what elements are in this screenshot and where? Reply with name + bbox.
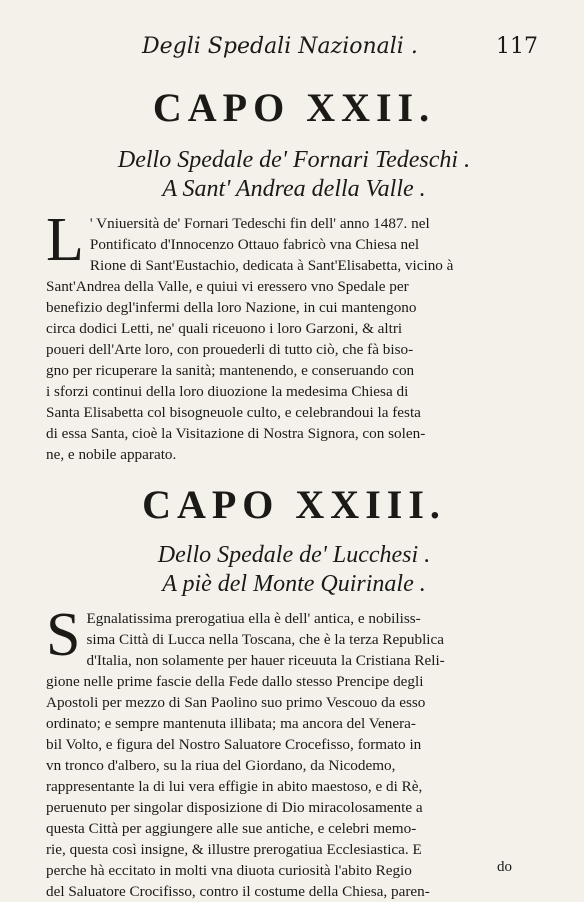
text-line: poueri dell'Arte loro, con prouederli di tutto ciò, che fà biso- — [46, 341, 414, 358]
text-line: bil Volto, e figura del Nostro Saluatore Crocefisso, formato in — [46, 736, 422, 753]
chapter-xxiii-subtitle-2: A piè del Monte Quirinale . — [162, 571, 426, 597]
chapter-xxiii-paragraph — [46, 601, 542, 902]
text-line: ' Vniuersità de' Fornari Tedeschi fin dell' anno 1487. nel — [89, 215, 430, 232]
text-line: vn tronco d'albero, su la riua del Giordano, da Nicodemo, — [46, 757, 396, 774]
book-page — [46, 28, 542, 900]
running-head — [46, 28, 542, 62]
chapter-xxii-paragraph — [46, 206, 542, 465]
text-line: di essa Santa, cioè la Visitazione di Nostra Signora, con solen- — [46, 425, 426, 442]
catchword: do — [497, 859, 512, 875]
text-line: del Saluatore Crocifisso, contro il costume della Chiesa, paren- — [46, 883, 430, 900]
chapter-xxiii-heading: CAPO XXIII. — [142, 482, 446, 527]
text-line: Apostoli per mezzo di San Paolino suo primo Vescouo da esso — [46, 694, 426, 711]
text-line: questa Città per aggiungere alle sue antiche, e celebri memo- — [46, 820, 417, 837]
page-number: 117 — [496, 34, 538, 59]
text-line: rie, questa così insigne, & illustre prerogatiua Ecclesiastica. E — [46, 841, 422, 858]
dropcap-s: S — [46, 601, 81, 669]
text-line: Sant'Andrea della Valle, e quiui vi eressero vno Spedale per — [46, 278, 409, 295]
text-line: gno per ricuperare la sanità; mantenendo, e conseruando con — [46, 362, 415, 379]
text-line: sima Città di Lucca nella Toscana, che è la terza Republica — [86, 631, 444, 648]
text-line: gione nelle prime fascie della Fede dallo stesso Prencipe degli — [46, 673, 424, 690]
chapter-xxii-heading: CAPO XXII. — [152, 85, 436, 130]
text-line: perche hà eccitato in molti vna diuota curiosità l'abito Regio — [46, 862, 412, 879]
text-line: peruenuto per singolar disposizione di Dio miracolosamente a — [46, 799, 423, 816]
chapter-xxii-subtitle-2: A Sant' Andrea della Valle . — [162, 176, 426, 202]
text-line: Egnalatissima prerogatiua ella è dell' antica, e nobiliss- — [86, 610, 421, 627]
text-line: rappresentante la di lui vera effigie in abito maestoso, e di Rè, — [46, 778, 423, 795]
chapter-xxii-subtitle-1: Dello Spedale de' Fornari Tedeschi . — [117, 147, 471, 173]
chapter-xxiii-subtitle-1: Dello Spedale de' Lucchesi . — [157, 542, 431, 568]
dropcap-l: L — [46, 206, 84, 274]
text-line: Pontificato d'Innocenzo Ottauo fabricò vna Chiesa nel — [89, 236, 420, 253]
text-line: circa dodici Letti, ne' quali riceuono i loro Garzoni, & altri — [46, 320, 403, 337]
running-title: Degli Spedali Nazionali . — [142, 34, 418, 59]
text-line: Rione di Sant'Eustachio, dedicata à Sant'Elisabetta, vicino à — [89, 257, 454, 274]
text-line: i sforzi continui della loro diuozione la medesima Chiesa di — [46, 383, 409, 400]
text-line: ordinato; e sempre mantenuta illibata; ma ancora del Venera- — [46, 715, 416, 732]
text-line: benefizio degl'infermi della loro Nazione, in cui mantengono — [46, 299, 417, 316]
text-line: Santa Elisabetta col bisogneuole culto, e celebrandoui la festa — [46, 404, 421, 421]
text-line: ne, e nobile apparato. — [46, 446, 177, 463]
text-line: d'Italia, non solamente per hauer riceuuta la Cristiana Reli- — [86, 652, 445, 669]
